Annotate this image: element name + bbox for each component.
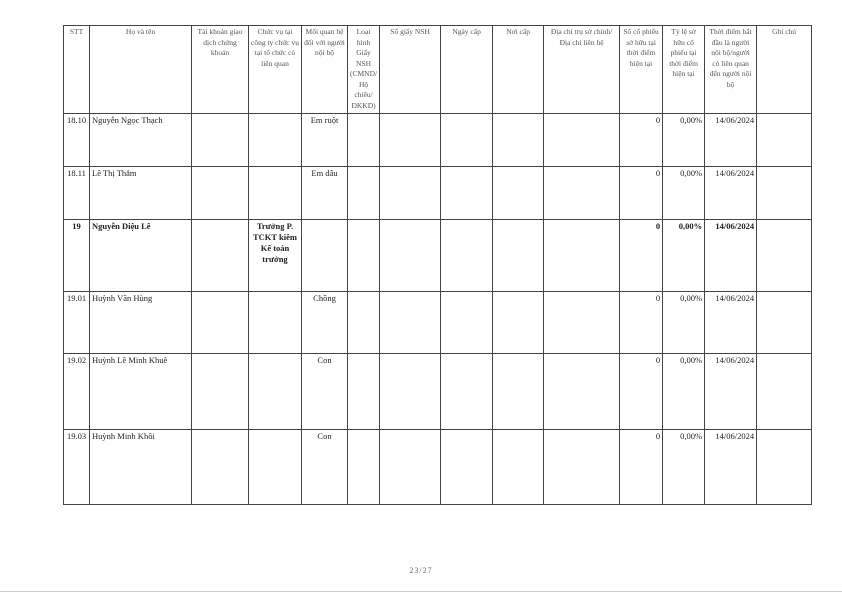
row-id-no xyxy=(380,354,441,430)
row-id-type xyxy=(348,292,380,354)
row-issue-place xyxy=(493,220,544,292)
row-note xyxy=(757,220,812,292)
header-stt: STT xyxy=(64,26,90,114)
row-name: Lê Thị Thắm xyxy=(90,167,192,220)
row-address xyxy=(544,354,620,430)
header-account: Tài khoản giao dịch chứng khoán xyxy=(192,26,249,114)
row-id-type xyxy=(348,167,380,220)
row-ratio: 0,00% xyxy=(663,430,705,505)
row-issue-place xyxy=(493,430,544,505)
header-row xyxy=(64,26,812,114)
row-date: 14/06/2024 xyxy=(705,114,757,167)
row-id-type xyxy=(348,354,380,430)
row-stt: 18.11 xyxy=(64,167,90,220)
row-issue-date xyxy=(441,430,493,505)
row-ratio: 0,00% xyxy=(663,114,705,167)
row-shares: 0 xyxy=(620,430,663,505)
row-account xyxy=(192,430,249,505)
row-note xyxy=(757,114,812,167)
header-issue-date: Ngày cấp xyxy=(441,26,493,114)
row-id-no xyxy=(380,167,441,220)
table-row xyxy=(64,292,812,354)
row-issue-date xyxy=(441,167,493,220)
row-stt: 19.03 xyxy=(64,430,90,505)
row-position xyxy=(249,167,302,220)
table-row xyxy=(64,220,812,292)
table-row xyxy=(64,430,812,505)
row-address xyxy=(544,220,620,292)
row-stt: 19.01 xyxy=(64,292,90,354)
row-note xyxy=(757,354,812,430)
row-position xyxy=(249,354,302,430)
row-account xyxy=(192,114,249,167)
row-date: 14/06/2024 xyxy=(705,354,757,430)
row-stt: 19 xyxy=(64,220,90,292)
row-id-no xyxy=(380,220,441,292)
row-date: 14/06/2024 xyxy=(705,430,757,505)
row-id-type xyxy=(348,430,380,505)
row-stt: 18.10 xyxy=(64,114,90,167)
row-position: Trưởng P. TCKT kiêm Kế toán trưởng xyxy=(249,220,302,292)
row-ratio: 0,00% xyxy=(663,354,705,430)
header-position: Chức vụ tại công ty chức vụ tại tổ chức có liên quan xyxy=(249,26,302,114)
row-account xyxy=(192,292,249,354)
header-relation: Mối quan hệ đối với người nội bộ xyxy=(302,26,348,114)
row-shares: 0 xyxy=(620,292,663,354)
row-issue-place xyxy=(493,114,544,167)
row-relation: Em dâu xyxy=(302,167,348,220)
row-shares: 0 xyxy=(620,354,663,430)
row-address xyxy=(544,430,620,505)
row-name: Huỳnh Minh Khôi xyxy=(90,430,192,505)
header-name: Họ và tên xyxy=(90,26,192,114)
row-position xyxy=(249,114,302,167)
table-row xyxy=(64,354,812,430)
row-issue-date xyxy=(441,114,493,167)
row-address xyxy=(544,114,620,167)
row-id-type xyxy=(348,220,380,292)
header-ratio: Tỷ lệ sở hữu cổ phiếu tại thời điểm hiện tại xyxy=(663,26,705,114)
row-position xyxy=(249,430,302,505)
bottom-divider xyxy=(0,591,842,592)
page-number: 23/27 xyxy=(409,566,433,575)
table-row xyxy=(64,167,812,220)
row-issue-place xyxy=(493,292,544,354)
row-date: 14/06/2024 xyxy=(705,167,757,220)
row-stt: 19.02 xyxy=(64,354,90,430)
row-id-no xyxy=(380,114,441,167)
row-shares: 0 xyxy=(620,167,663,220)
row-account xyxy=(192,354,249,430)
row-issue-date xyxy=(441,354,493,430)
row-id-no xyxy=(380,292,441,354)
row-name: Nguyễn Ngọc Thạch xyxy=(90,114,192,167)
row-position xyxy=(249,292,302,354)
row-address xyxy=(544,292,620,354)
row-note xyxy=(757,430,812,505)
header-id-type: Loại hình Giấy NSH (CMND/ Hộ chiếu/ ĐKKD) xyxy=(348,26,380,114)
header-note: Ghi chú xyxy=(757,26,812,114)
row-ratio: 0,00% xyxy=(663,292,705,354)
row-date: 14/06/2024 xyxy=(705,220,757,292)
insider-table xyxy=(63,25,812,505)
row-relation: Con xyxy=(302,354,348,430)
header-shares: Số cổ phiếu sở hữu tại thời điểm hiện tại xyxy=(620,26,663,114)
row-issue-place xyxy=(493,354,544,430)
row-note xyxy=(757,292,812,354)
row-date: 14/06/2024 xyxy=(705,292,757,354)
header-issue-place: Nơi cấp xyxy=(493,26,544,114)
row-name: Nguyễn Diệu Lê xyxy=(90,220,192,292)
row-relation xyxy=(302,220,348,292)
row-issue-date xyxy=(441,292,493,354)
row-shares: 0 xyxy=(620,114,663,167)
row-relation: Chồng xyxy=(302,292,348,354)
header-id-no: Số giấy NSH xyxy=(380,26,441,114)
row-id-type xyxy=(348,114,380,167)
row-account xyxy=(192,220,249,292)
row-id-no xyxy=(380,430,441,505)
row-relation: Em ruột xyxy=(302,114,348,167)
row-ratio: 0,00% xyxy=(663,220,705,292)
row-name: Huỳnh Lê Minh Khuê xyxy=(90,354,192,430)
row-relation: Con xyxy=(302,430,348,505)
header-address: Địa chỉ trụ sở chính/ Địa chỉ liên hệ xyxy=(544,26,620,114)
row-account xyxy=(192,167,249,220)
row-ratio: 0,00% xyxy=(663,167,705,220)
row-issue-date xyxy=(441,220,493,292)
row-note xyxy=(757,167,812,220)
header-start-date: Thời điểm bắt đầu là người nội bộ/người có liên quan đến người nội bộ xyxy=(705,26,757,114)
row-shares: 0 xyxy=(620,220,663,292)
table-row xyxy=(64,114,812,167)
row-issue-place xyxy=(493,167,544,220)
row-name: Huỳnh Văn Hùng xyxy=(90,292,192,354)
row-address xyxy=(544,167,620,220)
